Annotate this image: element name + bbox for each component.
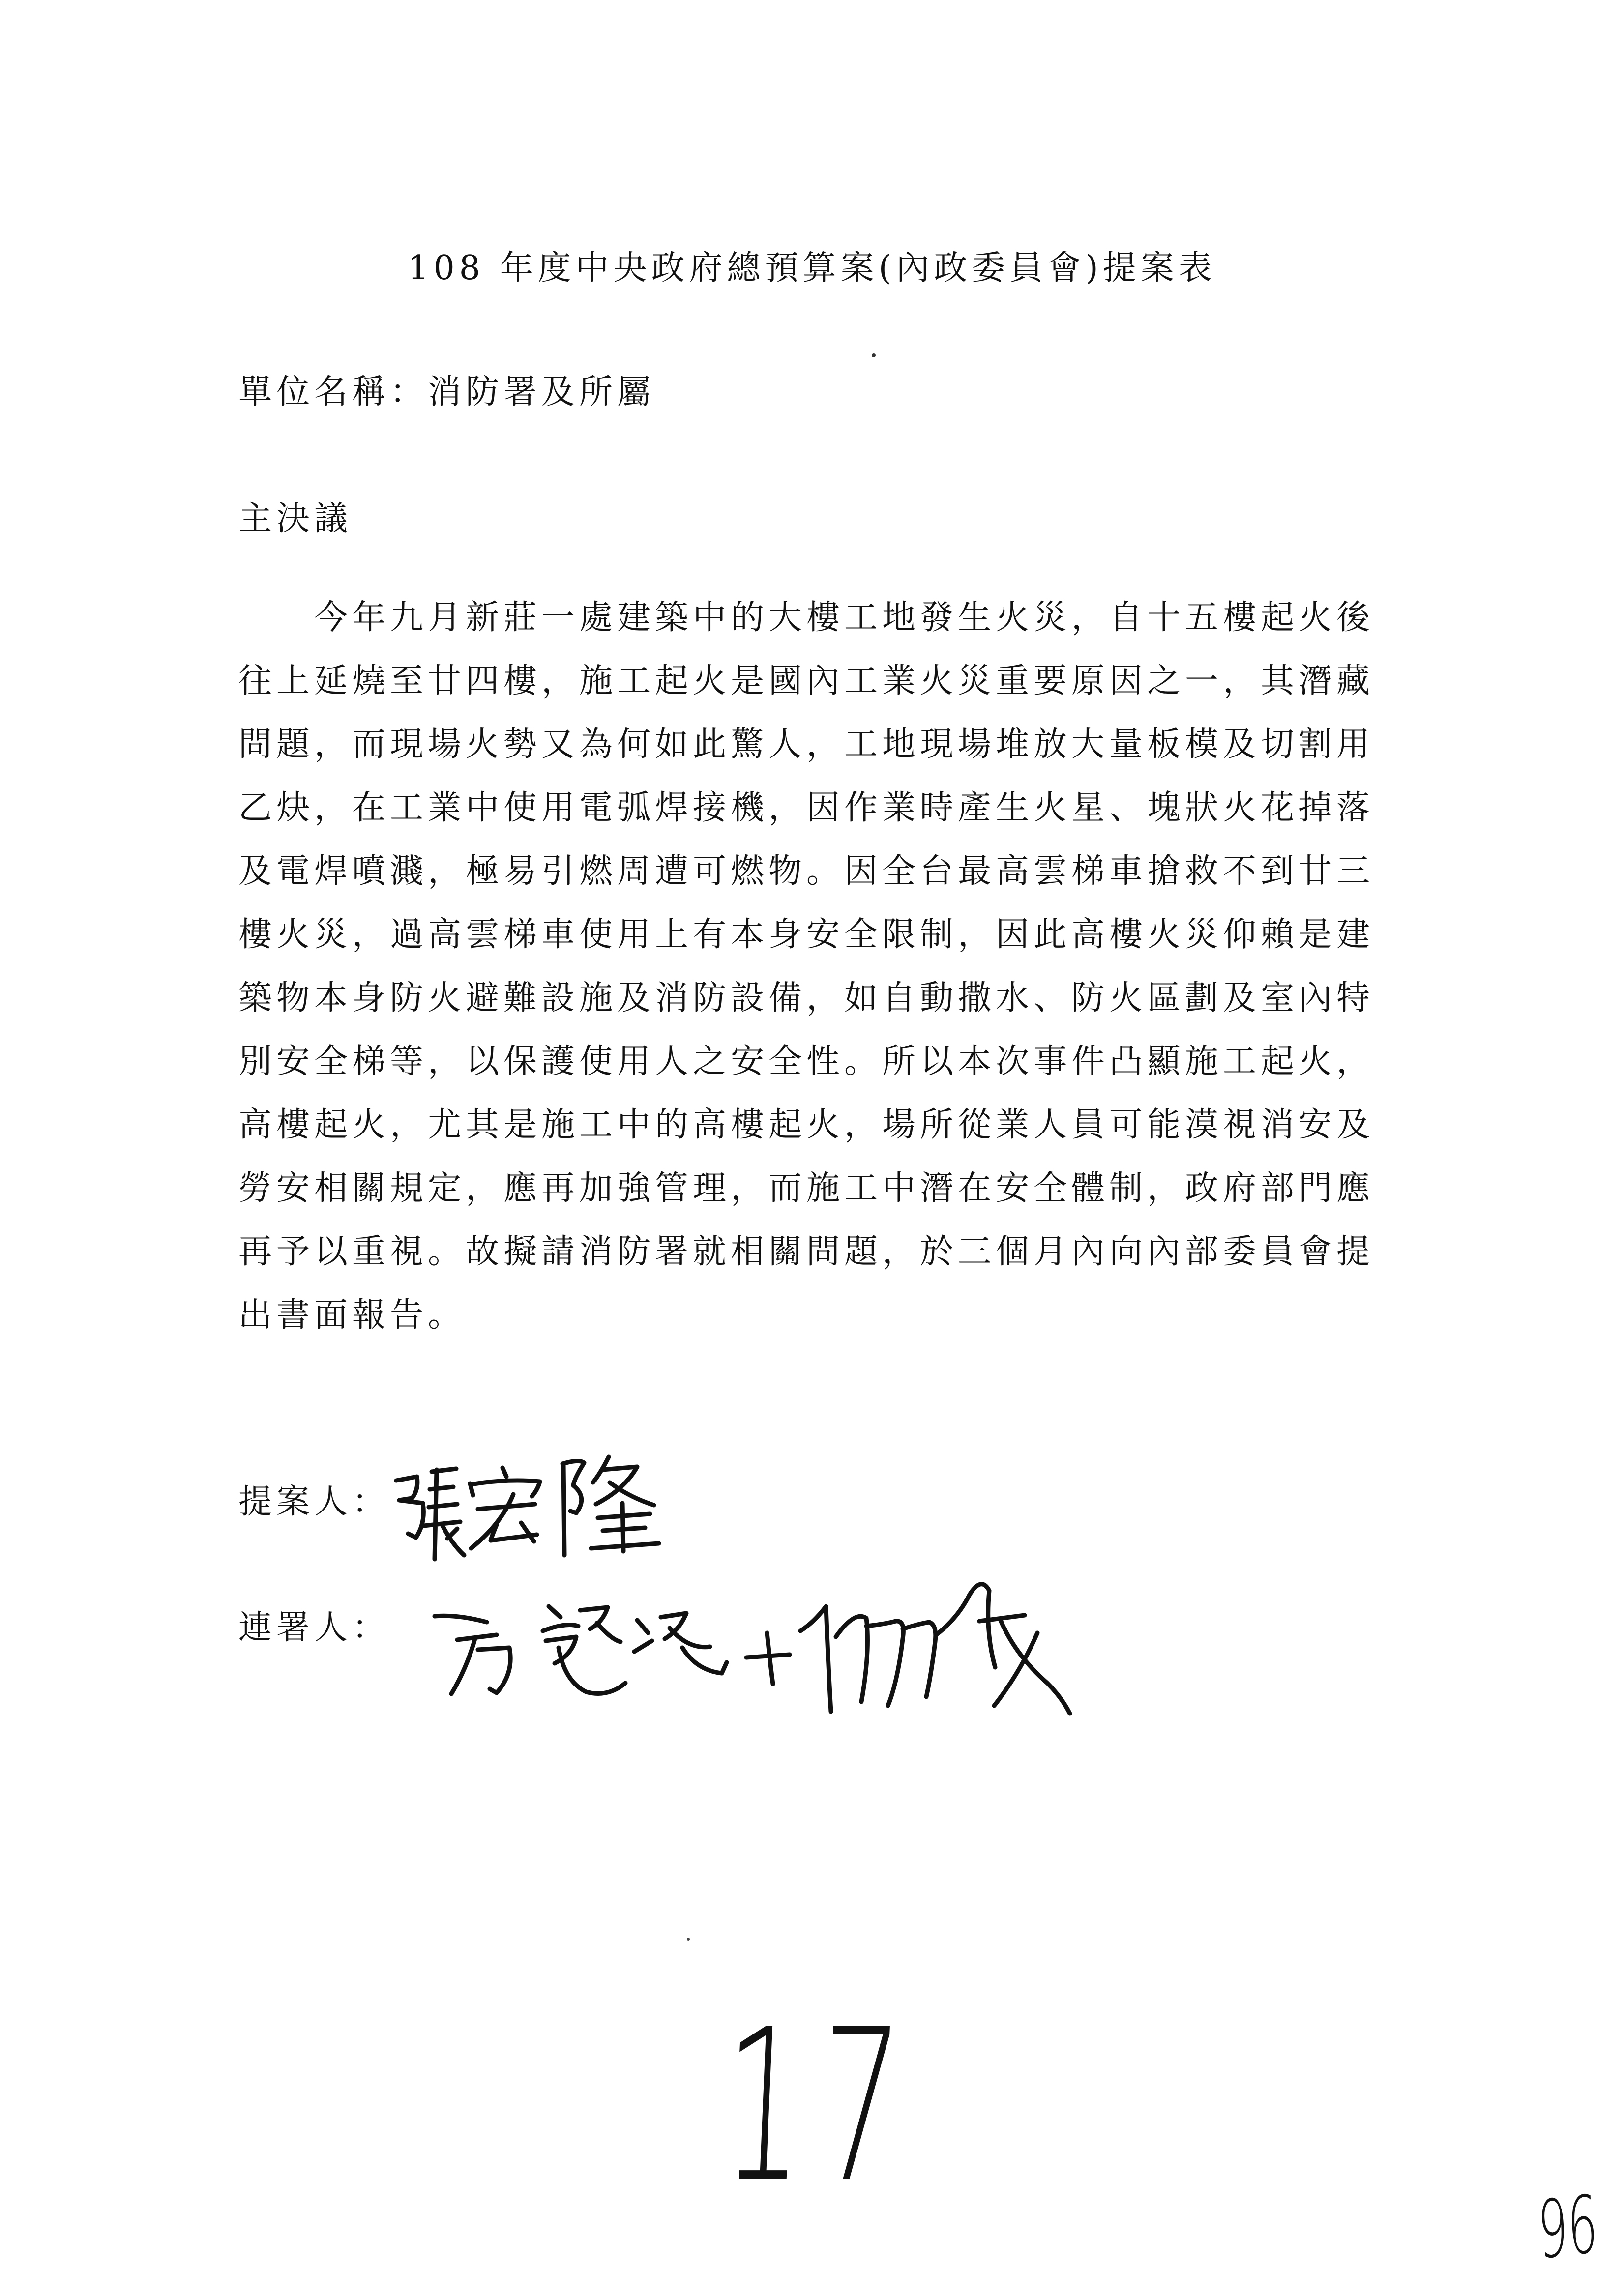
signature-stroke bbox=[396, 1477, 423, 1538]
resolution-line: 往上延燒至廿四樓，施工起火是國內工業火災重要原因之一，其潛藏 bbox=[238, 662, 1375, 700]
resolution-line: 及電焊噴濺，極易引燃周遭可燃物。因全台最高雲梯車搶救不到廿三 bbox=[238, 852, 1375, 891]
resolution-line: 別安全梯等，以保護使用人之安全性。所以本次事件凸顯施工起火， bbox=[238, 1042, 1375, 1081]
proposer-label: 提案人： bbox=[238, 1482, 390, 1521]
scan-speck bbox=[872, 353, 876, 357]
unit-line bbox=[238, 373, 655, 412]
signature-stroke bbox=[800, 1584, 995, 1712]
resolution-line: 出書面報告。 bbox=[238, 1296, 466, 1335]
cosigner-label: 連署人： bbox=[238, 1608, 390, 1647]
signature-stroke bbox=[746, 1633, 790, 1684]
signature-stroke bbox=[451, 1635, 510, 1694]
resolution-line: 問題，而現場火勢又為何如此驚人，工地現場堆放大量板模及切割用 bbox=[238, 725, 1375, 764]
scan-speck bbox=[687, 1938, 690, 1941]
resolution-line: 築物本身防火避難設施及消防設備，如自動撒水、防火區劃及室內特 bbox=[238, 979, 1375, 1017]
handwritten-number: 17 bbox=[718, 1985, 921, 2229]
resolution-line: 高樓起火，尤其是施工中的高樓起火，場所從業人員可能漠視消安及 bbox=[238, 1105, 1375, 1144]
signature-stroke bbox=[470, 1468, 540, 1548]
page-mark: 96 bbox=[1536, 2179, 1599, 2277]
signature-stroke bbox=[562, 1461, 584, 1555]
resolution-body bbox=[238, 586, 1418, 1347]
document-title: 108 年度中央政府總預算案(內政委員會)提案表 bbox=[408, 249, 1216, 288]
signature-stroke bbox=[634, 1613, 727, 1673]
resolution-line: 再予以重視。故擬請消防署就相關問題，於三個月內向內部委員會提 bbox=[238, 1232, 1375, 1271]
signature-stroke bbox=[435, 1616, 487, 1622]
resolution-line: 今年九月新莊一處建築中的大樓工地發生火災，自十五樓起火後 bbox=[314, 598, 1375, 637]
cosigner-signature bbox=[746, 1584, 1070, 1714]
proposer-signature bbox=[396, 1457, 659, 1559]
cosigner-signature bbox=[435, 1606, 727, 1694]
unit-label: 單位名稱： bbox=[238, 373, 428, 411]
signature-stroke bbox=[543, 1606, 625, 1693]
signature-stroke bbox=[979, 1615, 1070, 1714]
signature-stroke bbox=[591, 1457, 659, 1551]
section-heading: 主決議 bbox=[238, 499, 353, 538]
resolution-line: 樓火災，過高雲梯車使用上有本身安全限制，因此高樓火災仰賴是建 bbox=[238, 915, 1375, 954]
resolution-line: 乙炔，在工業中使用電弧焊接機，因作業時產生火星、塊狀火花掉落 bbox=[238, 788, 1375, 827]
signature-stroke bbox=[424, 1469, 464, 1559]
unit-name: 消防署及所屬 bbox=[428, 373, 655, 411]
resolution-line: 勞安相關規定，應再加強管理，而施工中潛在安全體制，政府部門應 bbox=[238, 1169, 1375, 1208]
